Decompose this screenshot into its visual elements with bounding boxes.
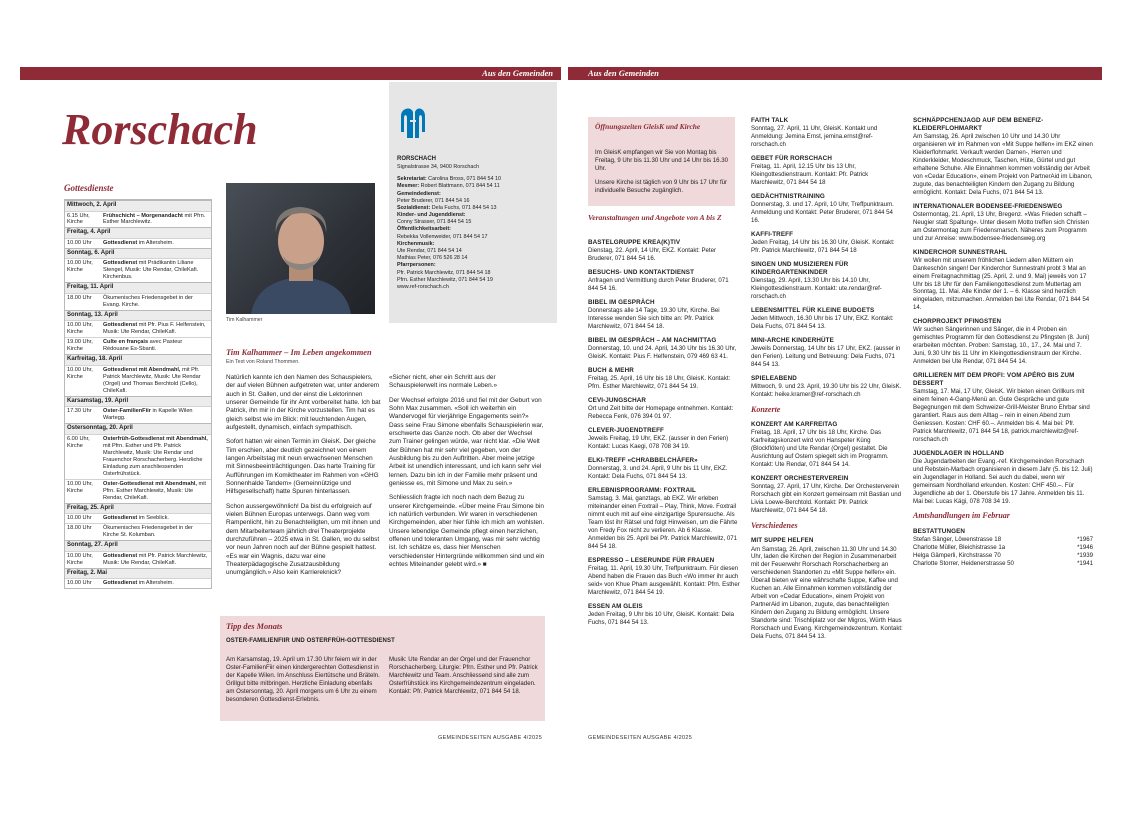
- event-body: Donnerstag, 3. und 17. April, 10 Uhr, Treffpunktraum. Anmeldung und Kontakt: Peter Bruderer, 071 844 54 16.: [751, 201, 894, 224]
- schedule-desc: [103, 367, 211, 395]
- event-body: Anfragen und Vermittlung durch Peter Bruderer, 071 844 54 16.: [588, 277, 729, 293]
- schedule-time: 10.00 Uhr, Kirche: [67, 322, 93, 336]
- event-title: BIBEL IM GESPRÄCH: [588, 299, 655, 307]
- schedule-time: 10.00 Uhr, Kirche: [67, 480, 93, 494]
- event-title: GRILLIEREN MIT DEM PROFI: VOM APÉRO BIS ZUM DESSERT: [913, 371, 1075, 388]
- schedule-service: Gottesdienst: [103, 515, 138, 522]
- info-label: Kirchenmusik:: [397, 240, 435, 247]
- info-line: [397, 270, 551, 277]
- bestattung-row: [913, 544, 1093, 552]
- event-entry: [751, 421, 903, 469]
- schedule-desc: [103, 481, 211, 502]
- section-band-label: Aus den Gemeinden: [588, 68, 659, 78]
- event-body: Donnerstag, 10. und 24. April, 14.30 Uhr bis 16.30 Uhr, GleisK. Kontakt: Pius F. Helfenstein, 079 469 63 41.: [588, 345, 737, 361]
- events-column-a: [588, 239, 740, 633]
- schedule-details: mit Pfr. Patrick Marchlewitz, Musik: Ute Rendar, ChileKafi.: [103, 552, 208, 566]
- tipp-text-1: Am Karsamstag, 19. April um 17.30 Uhr feiern wir in der Oster-FamilienFiir einen kindergerechten Gottesdienst in der Kapelle Wilen. Im Anschluss Eiertütsche und Bräteln. Grillgut bitte mitbringen. Herzliche Einladung ebenfalls am Ostersonntag, 20. April morgens um 6 Uhr zu einem besonderen Gottesdienst-Erlebnis.: [226, 656, 380, 703]
- event-entry: [913, 117, 1093, 197]
- event-body: Jeden Freitag, 14 Uhr bis 16.30 Uhr, GleisK. Kontakt: Pfr. Patrick Marchlewitz, 071 844 54 18: [751, 238, 895, 254]
- event-entry: [588, 603, 740, 627]
- event-body: Wir wollen mit unserem fröhlichen Liedern allen Müttern ein Dankeschön singen! Der Kinderchor Sunnestrahl probt 3 Mal an einem Freitagnachmittag (25. April, 2. und 9. Mai) jeweils von 17 Uhr bis 18 Uhr für den Familiengottesdienst zum Muttertag am Sonntag, 11. Mai. Alle Kinder der 1. – 6. Klasse sind herzlich eingeladen, mitzumachen. Anmelden bei Ute Rendar, 071 844 54 14.: [913, 256, 1090, 312]
- schedule-time: 10.00 Uhr, Kirche: [67, 260, 93, 274]
- event-entry: [751, 537, 903, 640]
- info-value: www.ref-rorschach.ch: [397, 283, 449, 290]
- event-entry: [913, 203, 1093, 243]
- info-value: Conny Strasser, 071 844 54 15: [397, 219, 472, 226]
- event-entry: [588, 457, 740, 481]
- event-entry: [913, 249, 1093, 313]
- portrait-silhouette: [226, 183, 375, 314]
- event-title: SCHNÄPPCHENJAGD AUF DEM BENEFIZ-KLEIDERFLOHMARKT: [913, 117, 1044, 133]
- event-entry: [588, 427, 740, 451]
- schedule-details: im Altersheim.: [138, 239, 174, 246]
- event-body: Donnerstag, 3. und 24. April, 9 Uhr bis 11 Uhr, EKZ. Kontakt: Dela Fuchs, 071 844 54 13.: [588, 465, 728, 481]
- schedule-time: 10.00 Uhr, Kirche: [67, 552, 93, 566]
- info-value: Rebekka Vollenweider, 071 844 54 17: [397, 233, 488, 240]
- event-entry: [588, 367, 740, 391]
- event-body: Sonntag, 27. April, 11 Uhr, GleisK. Kontakt und Anmeldung: Jemina Ernst, jemina.ernst@ref-rorschach.ch: [751, 125, 878, 149]
- schedule-desc: [103, 525, 211, 539]
- event-entry: [588, 557, 740, 597]
- schedule-time: 6.00 Uhr, Kirche: [67, 435, 90, 449]
- info-label: Sekretariat:: [397, 176, 427, 183]
- event-body: Sonntag, 27. April, 17 Uhr, Kirche. Der Orchesterverein Rorschach gibt ein Konzert gemeinsam mit Bastian und Livia Loewe-Berchtold. Kontakt: Pfr. Patrick Marchlewitz, 071 844 54 18.: [751, 483, 902, 515]
- event-entry: [588, 487, 740, 551]
- bestattungen-heading: BESTATTUNGEN: [913, 527, 966, 535]
- schedule-day: Freitag, 25. April: [65, 503, 211, 514]
- schedule-desc: [103, 515, 211, 522]
- section-band-label: Aus den Gemeinden: [482, 68, 553, 78]
- contact-info-box: [389, 82, 557, 323]
- schedule-row: [65, 337, 211, 354]
- page-title: Rorschach: [62, 105, 258, 154]
- article-byline: Ein Text von Roland Thommen.: [226, 359, 300, 365]
- konzerte-heading: Konzerte: [751, 404, 781, 414]
- event-title: ERLEBNISPROGRAMM: FOXTRAIL: [588, 487, 696, 495]
- info-label: Mesmer:: [397, 183, 420, 190]
- schedule-day: Sonntag, 27. April: [65, 540, 211, 551]
- section-band-right: [568, 67, 1102, 80]
- event-title: KONZERT AM KARFREITAG: [751, 421, 838, 429]
- article-paragraph: «Sicher nicht, eher ein Schritt aus der Schauspielerwelt ins normale Leben.»: [389, 374, 497, 390]
- info-label: Gemeindedienst:: [397, 190, 441, 197]
- article-paragraph: Der Wechsel erfolgte 2016 und fiel mit der Geburt von Sohn Max zusammen. «Soll ich weiterhin ein Wandervogel für vierjährige Engagements sein?» Dass seine Frau Simone ebenfalls Schauspielerin war, erschwerte das Ganze noch. Ob aber der Wechsel zum Trainer gelingen würde, war nicht klar. «Die Welt der Bühnen hat mir sehr viel gegeben, von der Ausbildung bis zu den Auftritten. Aber meine jetzige Arbeit ist unendlich interessant, und ich kann sehr viel lernen. Dazu bin ich in der Familie mehr präsent und geniesse es, mit Simone und Max zu sein.»: [389, 396, 544, 487]
- event-title: BIBEL IM GESPRÄCH – AM NACHMITTAG: [588, 336, 717, 344]
- event-body: Ostermontag, 21. April, 13 Uhr, Bregenz. «Was Frieden schafft – Neugier statt Spaltung». Unter diesem Motto treffen sich Christen am Ostermontag zum Friedensmarsch. Näheres zum Programm und zur Anreise: www.bodensee-friedensweg.org: [913, 210, 1090, 242]
- schedule-time: 18.00 Uhr: [67, 525, 92, 532]
- schedule-desc: [103, 213, 211, 227]
- bestattung-name: Stefan Sänger, Löwenstrasse 18: [913, 536, 1002, 544]
- event-body: Die Jugendarbeiten der Evang.-ref. Kirchgemeinden Rorschach und Rebstein-Marbach organisieren in diesem Jahr (5. bis 12. Juli) ein Jugendlager in Holland. Sei auch du dabei, wenn wir gemeinsam Nordholland erkunden. Kosten: CHF 450.–. Für Jugendliche ab der 1. Oberstufe bis 17 Jahre. Anmelden bis 11. Mai bei: Lucas Kägi, 078 708 34 19.: [913, 457, 1093, 505]
- event-title: CEVI-JUNGSCHAR: [588, 397, 647, 404]
- info-value: Ute Rendar, 071 844 54 14: [397, 248, 462, 255]
- schedule-day: Freitag, 11. April: [65, 282, 211, 293]
- bestattung-year: *1967: [1077, 536, 1093, 544]
- schedule-time: 17.30 Uhr: [67, 408, 92, 415]
- schedule-row: [65, 578, 211, 588]
- event-title: ESPRESSO – LESERUNDE FÜR FRAUEN: [588, 556, 715, 564]
- event-title: BASTELGRUPPE KREA(K)TIV: [588, 239, 681, 246]
- schedule-service: Osterfrüh-Gottesdienst mit Abendmahl,: [103, 435, 208, 442]
- schedule-time: 18.00 Uhr: [67, 294, 92, 301]
- church-logo-icon: [397, 106, 427, 146]
- schedule-details: Ökumenisches Friedensgebet in der Evang. Kirche.: [103, 294, 193, 308]
- event-entry: [751, 261, 903, 301]
- schedule-desc: [103, 339, 211, 353]
- schedule-day: Karfreitag, 18. April: [65, 354, 211, 365]
- event-body: Wir suchen Sängerinnen und Sänger, die in 4 Proben ein gemischtes Programm für den Gottesdienst zu Pfingsten (8. Juni) erarbeiten möchten. Proben: Samstag, 10., 17., 24. Mai und 7. Juni, 9.30 Uhr bis 11 Uhr im Kleingottesdienstraum der Kirche. Anmelden bei Ute Rendar, 071 844 54 14.: [913, 326, 1090, 366]
- gottesdienste-heading: Gottesdienste: [64, 183, 114, 193]
- schedule-service: Gottesdienst: [103, 322, 138, 329]
- event-title: LEBENSMITTEL FÜR KLEINE BUDGETS: [751, 306, 875, 314]
- schedule-row: [65, 258, 211, 282]
- events-column-b: [751, 117, 903, 647]
- event-entry: [751, 117, 903, 149]
- event-title: INTERNATIONALER BODENSEE-FRIEDENSWEG: [913, 202, 1063, 210]
- schedule-service: Culte en français: [103, 339, 149, 346]
- bestattung-row: [913, 536, 1093, 544]
- info-value: Dela Fuchs, 071 844 54 13: [430, 204, 497, 211]
- info-line: [397, 226, 551, 233]
- schedule-row: [65, 238, 211, 248]
- info-org: RORSCHACH: [397, 156, 436, 162]
- portrait-photo: [226, 183, 375, 314]
- info-address: Signalstrasse 34, 9400 Rorschach: [397, 163, 480, 170]
- info-value: Carolina Bross, 071 844 54 10: [426, 176, 501, 183]
- event-entry: [751, 375, 903, 399]
- info-line: [397, 176, 551, 183]
- event-title: MIT SUPPE HELFEN: [751, 537, 814, 545]
- oeffnung-text: [595, 149, 730, 201]
- schedule-day: Mittwoch, 2. April: [65, 200, 211, 211]
- bestattung-row: [913, 560, 1093, 568]
- event-title: CHORPROJEKT PFINGSTEN: [913, 318, 1002, 326]
- schedule-row: [65, 513, 211, 523]
- info-line: [397, 205, 551, 212]
- bestattung-name: Charlotte Storrer, Heidenerstrasse 50: [913, 559, 1014, 567]
- info-line: [397, 198, 551, 205]
- schedule-service: Frühschicht – Morgenandacht: [103, 212, 183, 219]
- event-title: GEDÄCHTNISTRAINING: [751, 192, 825, 200]
- schedule-service: Gottesdienst mit Abendmahl,: [103, 366, 181, 373]
- article-column-2: [389, 374, 545, 575]
- schedule-desc: [103, 553, 211, 567]
- verschiedenes-heading: Verschiedenes: [751, 520, 798, 530]
- tipp-heading: Tipp des Monats: [226, 622, 283, 631]
- event-body: Mittwoch, 9. und 23. April, 19.30 Uhr bis 22 Uhr, GleisK. Kontakt: heike.kramer@ref-rorschach.ch: [751, 383, 902, 398]
- event-entry: [751, 307, 903, 331]
- bestattung-year: *1941: [1077, 559, 1093, 567]
- schedule-details: im Altersheim.: [138, 580, 174, 586]
- event-body: Dienstag, 29. April, 13.30 Uhr bis 14.10 Uhr, Kleingottesdienstraum. Kontakt: ute.rendar@ref-rorschach.ch: [751, 277, 882, 301]
- event-body: Ort und Zeit bitte der Homepage entnehmen. Kontakt: Rebecca Fenk, 076 394 01 97.: [588, 405, 734, 421]
- event-title: KAFFI-TREFF: [751, 230, 794, 238]
- event-body: Am Samstag, 26. April, zwischen 11.30 Uhr und 14.30 Uhr, laden die Kirchen der Region in Zusammenarbeit mit der Feuerwehr Rorschach Rorschacherberg an verschiedenen Standorten zu «Mit Suppe helfen» ein. Überall bieten wir eine währschafte Suppe, Kaffee und Kuchen an. Alle Einnahmen kommen vollständig der Arbeit von «Cedar Education», einem Projekt von PartnerAid im Libanon, zugute, das benachteiligten Kindern den Zugang zu Bildung ermöglicht. Unsere Standorte sind: Trischliplatz vor der Migros, Würth Haus Rorschach und Evang. Kirchgemeindezentrum. Kontakt: Dela Fuchs, 071 844 54 13.: [751, 545, 903, 640]
- schedule-row: [65, 523, 211, 540]
- event-body: Am Samstag, 26. April zwischen 10 Uhr und 14.30 Uhr organisieren wir im Rahmen von «Mit Suppe helfen» im EKZ einen Kleiderflohmarkt. Verkauft werden Damen-, Herren und Kinderkleider, Modeschmuck, Taschen, Hüte, Gürtel und gut erhaltene Schuhe. Alle Einnahmen kommen vollständig der Arbeit von «Cedar Education», einem Projekt von PartnerAid im Libanon, zugute, das benachteiligten Kindern den Zugang zu Bildung ermöglicht. Kontakt: Dela Fuchs, 071 844 54 13.: [913, 133, 1093, 196]
- tipp-subheading: OSTER-FAMILIENFIIR UND OSTERFRÜH-GOTTESDIENST: [226, 638, 395, 644]
- event-entry: [751, 155, 903, 187]
- event-body: Samstag, 3. Mai, ganztags, ab EKZ. Wir erleben miteinander einen Foxtrail – Play, Think, Move. Foxtrail nimmt euch mit auf eine einzigartige Spurensuche. Als Team löst ihr Rätsel und folgt Hinweisen, um die Fährte von Fredy Fox nicht zu verlieren. Ab 6 Klasse. Anmelden bis 25. April bei Pfr. Patrick Marchlewitz, 071 844 54 18.: [588, 495, 738, 550]
- event-title: BUCH & MEHR: [588, 366, 634, 374]
- footer-right: GEMEINDESEITEN AUSGABE 4/2025: [588, 735, 693, 741]
- schedule-details: mit Pfrn. Esther Marchlewitz, Musik: Ute Rendar, ChileKafi.: [103, 480, 206, 501]
- event-title: ESSEN AM GLEIS: [588, 602, 643, 610]
- schedule-details: im Seeblick.: [138, 515, 169, 522]
- event-title: JUGENDLAGER IN HOLLAND: [913, 449, 1005, 457]
- schedule-row: [65, 434, 211, 479]
- section-band-left: [20, 67, 561, 80]
- info-value: Robert Blattmann, 071 844 54 11: [419, 183, 500, 190]
- schedule-details: avec Pasteur Rédouane Es-Sbanti.: [103, 339, 183, 353]
- bestattung-row: [913, 552, 1093, 560]
- schedule-row: [65, 320, 211, 337]
- schedule-details: mit Pfr. Pius F. Helfenstein, Musik: Ute Rendar, ChileKafi.: [103, 322, 206, 336]
- info-line: [397, 248, 551, 255]
- schedule-desc: [103, 436, 211, 478]
- article-paragraph: Schliesslich fragte ich noch nach dem Bezug zu unserer Kirchgemeinde. «Über meine Frau Simone bin ich natürlich verbunden. Wir waren in verschiedenen Kirchgemeinden, aber hier fühle ich mich am wohlsten. Unsere lebendige Gemeinde pflegt einen herzlichen, offenen und toleranten Umgang, was mir sehr wichtig ist. Ich schätze es, dass hier Menschen verschiedenster Hintergründe willkommen sind und ein echtes Miteinander gelebt wird.» ■: [389, 494, 545, 568]
- amtshandlungen-heading: Amtshandlungen im Februar: [913, 511, 1010, 521]
- schedule-service: Oster-Gottesdienst mit Abendmahl,: [103, 480, 197, 487]
- article-paragraph: Natürlich kannte ich den Namen des Schauspielers, der auf vielen Bühnen aufgetreten war, unter anderem auch in St. Gallen, und der einst die Lektorinnen unserer Gemeinde für ihr Amt vorbereitet hatte. Ich bat Patrick, ihn mir in der Kirche vorzustellen. Tim hat es gleich selbst wie im Blick: mit leuchtenden Augen, aufgestellt, dynamisch, einfach sympathisch.: [226, 374, 381, 431]
- schedule-day: Freitag, 2. Mai: [65, 568, 211, 579]
- info-line: [397, 183, 551, 190]
- schedule-details: mit Prädikantin Liliane Stengel, Musik: Ute Rendar, ChileKafi. Kirchenbus.: [103, 260, 199, 281]
- event-title: SINGEN UND MUSIZIEREN FÜR KINDERGARTENKINDER: [751, 260, 849, 276]
- schedule-time: 10.00 Uhr: [67, 239, 92, 246]
- event-body: Freitag, 25. April, 16 Uhr bis 18 Uhr, GleisK. Kontakt: Pfrn. Esther Marchlewitz, 071 844 54 19.: [588, 375, 731, 391]
- schedule-service: Gottesdienst: [103, 552, 138, 559]
- schedule-time: 6.15 Uhr, Kirche: [67, 212, 90, 226]
- schedule-details: mit Pfr. Patrick Marchlewitz, Musik: Ute Rendar (Orgel) und Thomas Berchtold (Cello), ChileKafi.: [103, 366, 201, 394]
- bestattung-year: *1939: [1077, 551, 1093, 559]
- info-value: Pfrn. Esther Marchlewitz, 071 844 54 19: [397, 276, 493, 283]
- event-body: Donnerstags alle 14 Tage, 19.30 Uhr, Kirche. Bei Interesse wenden Sie sich bitte an: Pfr. Patrick Marchlewitz, 071 844 54 18.: [588, 307, 720, 331]
- event-title: BESUCHS- UND KONTAKTDIENST: [588, 269, 695, 277]
- event-entry: [751, 337, 903, 369]
- schedule-row: [65, 211, 211, 228]
- event-entry: [588, 397, 740, 421]
- schedule-service: Gottesdienst: [103, 260, 138, 267]
- event-entry: [588, 337, 740, 361]
- schedule-row: [65, 365, 211, 396]
- article-paragraph: Sofort hatten wir einen Termin im GleisK. Der gleiche Tim erschien, aber deutlich gezeichnet von einem langen Arbeitstag mit neun erwachsenen Menschen mit Sinnesbeeinträchtigungen. Das harte Training für Aufführungen im Komiktheater im Rahmen von «GHG Sonnenhalde Tandem» (Gemeinnützige und Hilfsgesellschaft) hatte Spuren hinterlassen.: [226, 438, 379, 496]
- schedule-day: Sonntag, 6. April: [65, 248, 211, 259]
- oeffnung-paragraph: Unsere Kirche ist täglich von 9 Uhr bis 17 Uhr für individuelle Besuche zugänglich.: [595, 178, 728, 194]
- info-line: [397, 212, 551, 219]
- schedule-time: 10.00 Uhr: [67, 515, 92, 522]
- schedule-details: Ökumenisches Friedensgebet in der Kirche St. Kolumban.: [103, 525, 193, 539]
- schedule-day: Ostersonntag, 20. April: [65, 423, 211, 434]
- schedule-time: 19.00 Uhr, Kirche: [67, 339, 93, 353]
- event-title: KONZERT ORCHESTERVEREIN: [751, 475, 849, 483]
- tipp-text-2: Musik: Ute Rendar an der Orgel und der Frauenchor Rorschacherberg. Liturgie: Pfrn. Esther und Pfr. Patrick Marchlewitz und Team. Anschliessend sind alle zum Osterfrühstück ins Kirchgemeindezentrum eingeladen. Kontakt: Pfr. Patrick Marchlewitz, 071 844 54 18.: [389, 656, 538, 695]
- bestattung-name: Charlotte Müller, Bleichistrasse 1a: [913, 543, 1006, 551]
- schedule-desc: [103, 408, 211, 422]
- article-paragraph: Schon aussergewöhnlich! Da bist du erfolgreich auf vielen Bühnen Europas unterwegs. Dann weg vom Rampenlicht, hin zu Benachteiligten, um mit ihnen und dem Mitarbeiterteam jährlich drei Theaterprojekte durchzuführen – 2025 etwa in St. Gallen, wo du selbst vor neun Jahren noch auf der Bühne gespielt hattest. «Es war ein Wagnis, dazu war eine Theaterpädagogische Zusatzausbildung unumgänglich.» Also kein Karriereknick?: [226, 502, 381, 577]
- schedule-service: Oster-FamilienFiir: [103, 408, 151, 415]
- info-value: Pfr. Patrick Marchlewitz, 071 844 54 18: [397, 269, 491, 276]
- event-body: Jeweils Freitag, 19 Uhr, EKZ. (ausser in den Ferien) Kontakt: Lucas Kaegi, 078 708 34 19.: [588, 435, 729, 451]
- schedule-desc: [103, 322, 211, 336]
- event-body: Jeden Mittwoch, 16.30 Uhr bis 17 Uhr, EKZ. Kontakt: Dela Fuchs, 071 844 54 13.: [751, 315, 894, 331]
- info-label: Sozialdienst:: [397, 204, 431, 211]
- schedule-service: Gottesdienst: [103, 239, 138, 246]
- event-body: Freitag, 11. April, 12.15 Uhr bis 13 Uhr, Kleingottesdienstraum. Kontakt: Pfr. Patrick Marchlewitz, 071 844 54 18: [751, 163, 869, 186]
- schedule-row: [65, 406, 211, 423]
- event-entry: [751, 475, 903, 515]
- info-value: Mathias Peter, 076 526 28 14: [397, 255, 468, 262]
- info-line: [397, 255, 551, 262]
- oeffnung-heading: Öffnungszeiten GleisK und Kirche: [595, 122, 701, 131]
- info-line: [397, 262, 551, 269]
- schedule-desc: [103, 580, 211, 587]
- schedule-time: 10.00 Uhr: [67, 580, 92, 586]
- event-entry: [913, 372, 1093, 444]
- schedule-day: Freitag, 4. April: [65, 227, 211, 238]
- footer-left: GEMEINDESEITEN AUSGABE 4/2025: [438, 735, 543, 741]
- event-title: SPIELEABEND: [751, 374, 797, 382]
- event-entry: [751, 193, 903, 225]
- events-column-c: [913, 117, 1093, 568]
- schedule-service: Gottesdienst: [103, 580, 138, 586]
- schedule-row: [65, 479, 211, 503]
- event-body: Dienstag, 22. April, 14 Uhr, EKZ. Kontakt: Peter Bruderer, 071 844 54 16.: [588, 247, 717, 263]
- event-body: Samstag, 17. Mai, 17 Uhr, GleisK. Wir bieten einen Grillkurs mit einem feinen 4-Gang-Menü an. Gute Gespräche und gute Begegnungen mit dem Schweizer-Grill-Meister Bruno Ehrbar sind garantiert. Raus aus dem Alltag – rein in einen Abend zum Geniessen. Kosten: CHF 60.–. Anmelden bis 4. Mai bei: Pfr. Patrick Marchlewitz, 071 844 54 18, patrick.marchlewitz@ref-rorschach.ch: [913, 388, 1090, 443]
- info-line: [397, 284, 551, 291]
- event-title: CLEVER-JUGENDTREFF: [588, 427, 664, 435]
- article-title: Tim Kalhammer – Im Leben angekommen: [226, 348, 372, 357]
- info-label: Öffentlichkeitsarbeit:: [397, 226, 451, 233]
- event-title: MINI-ARCHE KINDERHÜTE: [751, 336, 834, 344]
- schedule-row: [65, 293, 211, 310]
- bestattung-name: Helga Gämperli, Kirchstrasse 70: [913, 551, 1001, 559]
- info-label: Kinder- und Jugenddienst:: [397, 212, 466, 219]
- event-entry: [913, 450, 1093, 506]
- event-entry: [751, 231, 903, 255]
- event-entry: [588, 269, 740, 293]
- event-entry: [913, 318, 1093, 366]
- info-label: Pfarrpersonen:: [397, 262, 436, 269]
- schedule-row: [65, 551, 211, 568]
- event-entry: [588, 239, 740, 263]
- photo-caption: Tim Kalhammer: [226, 317, 263, 323]
- event-title: ELKI-TREFF «CHRABBELCHÄFER»: [588, 457, 698, 465]
- schedule-time: 10.00 Uhr, Kirche: [67, 366, 93, 380]
- info-value: Peter Bruderer, 071 844 54 16: [397, 197, 470, 204]
- schedule-day: Sonntag, 13. April: [65, 310, 211, 321]
- bestattung-year: *1946: [1077, 543, 1093, 551]
- event-body: Freitag, 11. April, 19.30 Uhr, Treffpunktraum. Für diesen Abend haben die Frauen das Buch «Wo immer ihr auch seid» von Khue Pham ausgewählt. Kontakt: Pfrn. Esther Marchlewitz, 071 844 54 19.: [588, 564, 740, 596]
- event-entry: [588, 299, 740, 331]
- schedule-day: Karsamstag, 19. April: [65, 396, 211, 407]
- event-body: Freitag, 18. April, 17 Uhr bis 18 Uhr, Kirche. Das Karfreitagskonzert wird von Hanspeter Küng (Blockflöten) und Ute Rendar (Orgel) gestaltet. Die Ausrichtung auf Ostern spiegelt sich im Programm. Kontakt: Ute Rendar, 071 844 54 14.: [751, 429, 889, 469]
- gottesdienste-table: [64, 199, 212, 589]
- schedule-desc: [103, 240, 211, 247]
- info-line: [397, 191, 551, 198]
- schedule-desc: [103, 260, 211, 281]
- info-line: [397, 277, 551, 284]
- info-line: [397, 234, 551, 241]
- event-body: Jeden Freitag, 9 Uhr bis 10 Uhr, GleisK. Kontakt: Dela Fuchs, 071 844 54 13.: [588, 610, 734, 626]
- schedule-details: mit Pfrn. Esther und Pfr. Patrick Marchlewitz, Musik: Ute Rendar und Frauenchor Rorschacherberg. Herzliche Einladung zum anschliessenden Osterfrühstück.: [103, 442, 203, 477]
- oeffnung-paragraph: Im GleisK empfangen wir Sie von Montag bis Freitag, 9 Uhr bis 11.30 Uhr und 14 Uhr bis 16.30 Uhr.: [595, 149, 729, 172]
- event-title: FAITH TALK: [751, 117, 789, 124]
- article-column-1: [226, 374, 382, 584]
- event-title: KINDERCHOR SUNNESTRAHL: [913, 248, 1008, 256]
- schedule-desc: [103, 295, 211, 309]
- schedule-details: mit Pfrn. Esther Marchlewitz.: [103, 212, 206, 226]
- event-body: Jeweils Donnerstag, 14 Uhr bis 17 Uhr, EKZ. (ausser in den Ferien). Leitung und Betreuung: Dela Fuchs, 071 844 54 13.: [751, 345, 901, 368]
- schedule-details: in Kapelle Wilen Wartegg.: [103, 408, 193, 422]
- info-line: [397, 241, 551, 248]
- event-title: GEBET FÜR RORSCHACH: [751, 154, 832, 162]
- veranstaltungen-heading: Veranstaltungen und Angebote von A bis Z: [588, 213, 722, 222]
